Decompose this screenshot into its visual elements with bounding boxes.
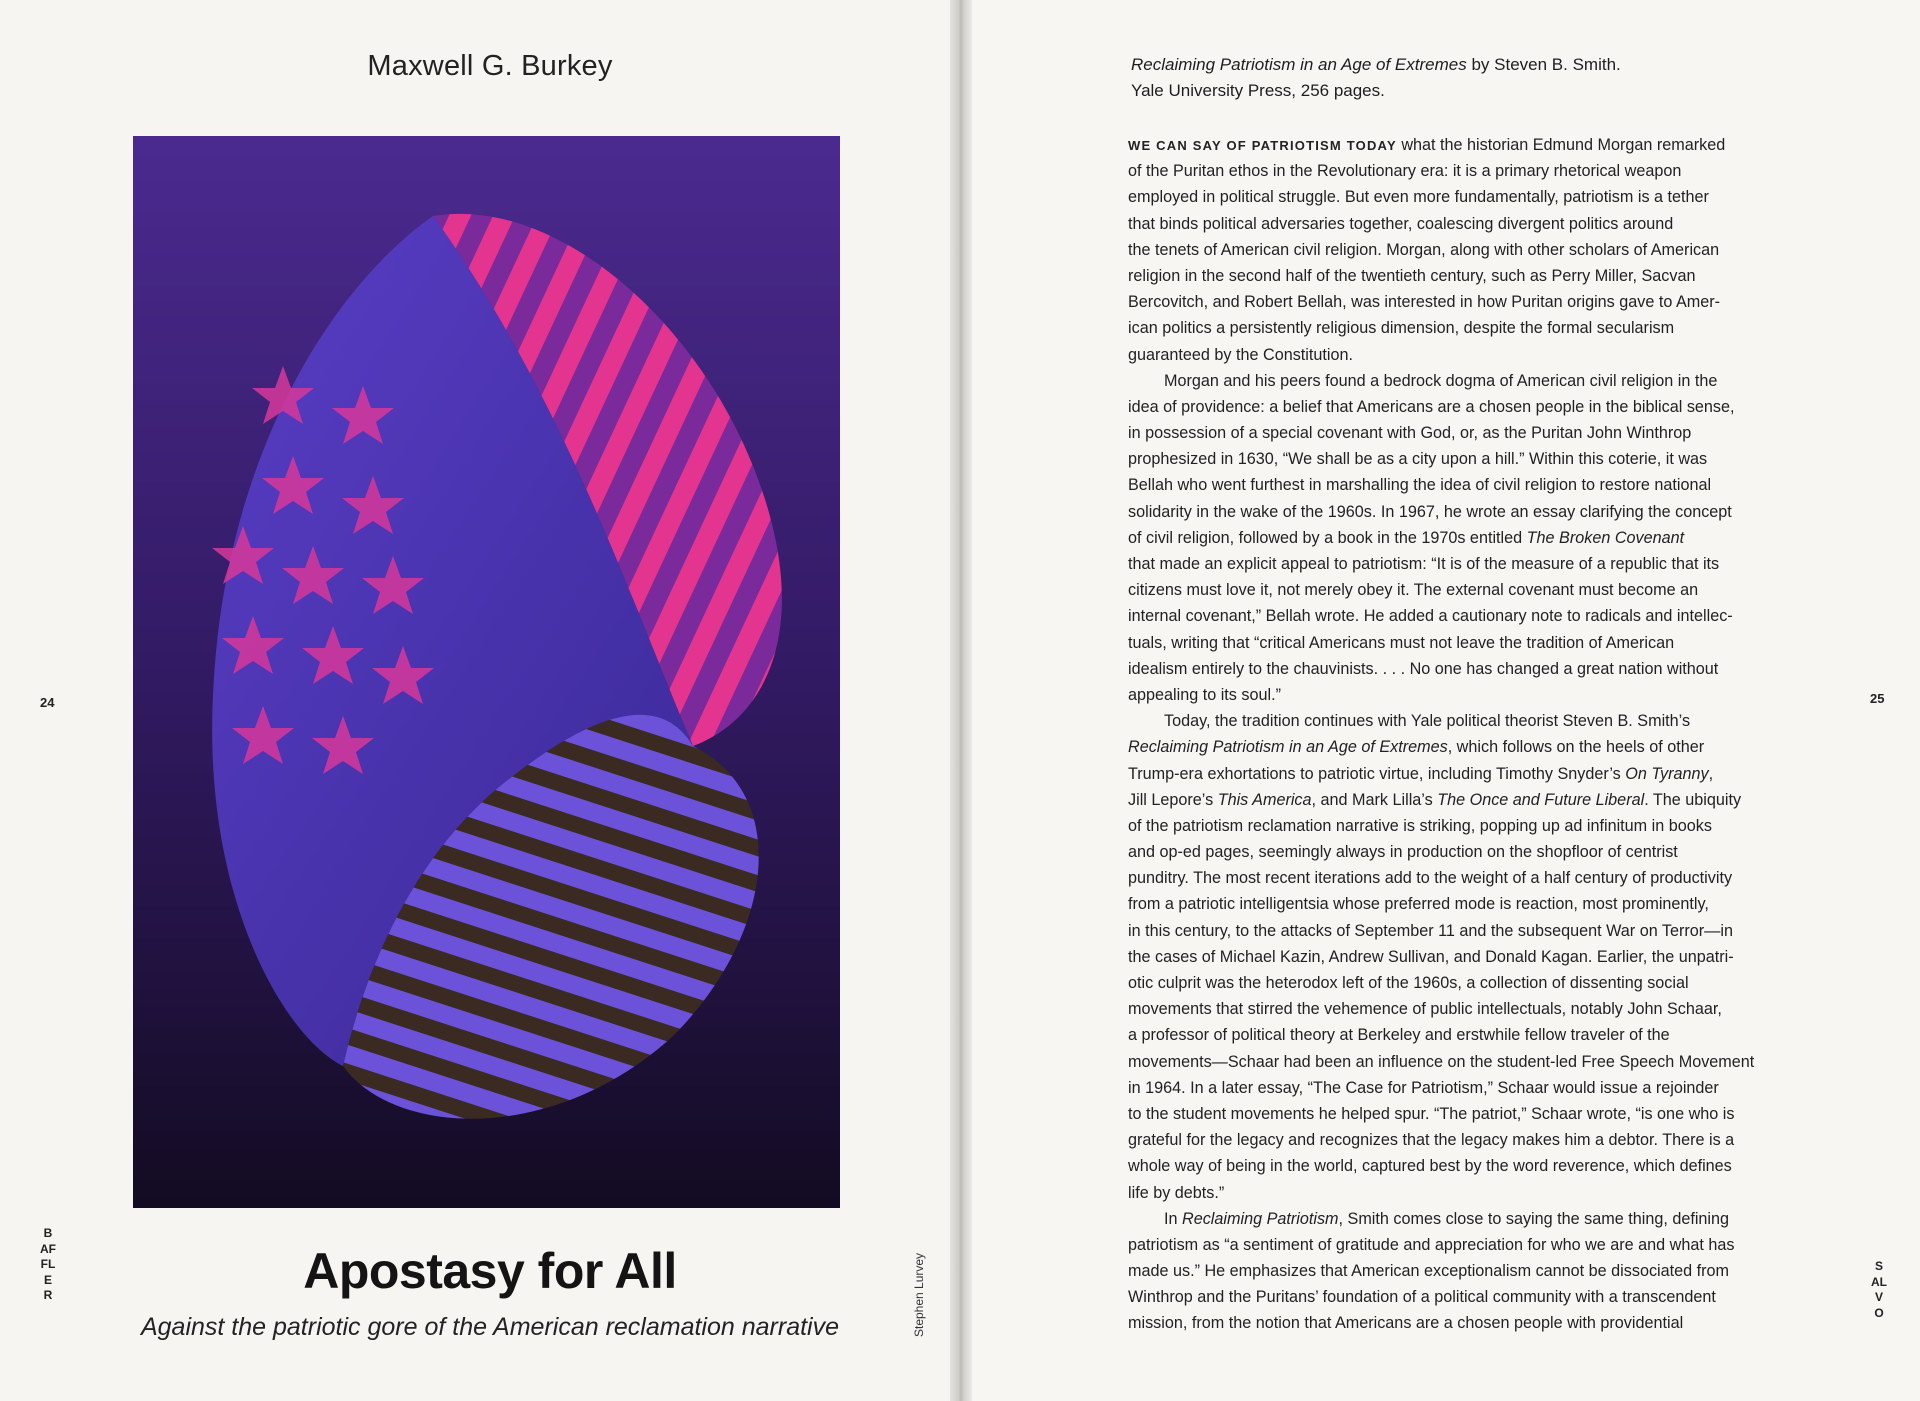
body-text-run: that made an explicit appeal to patriotism: “It is of the measure of a republic that its — [1128, 555, 1720, 573]
body-text-run: movements that stirred the vehemence of public intellectuals, notably John Schaar, — [1128, 1000, 1722, 1019]
body-text-run: mission, from the notion that Americans are a chosen people with providential — [1128, 1314, 1684, 1333]
page-number-left: 24 — [40, 695, 55, 710]
body-line — [1128, 551, 1796, 577]
body-line — [1128, 132, 1796, 158]
body-line — [1128, 996, 1796, 1022]
body-line — [1128, 342, 1796, 368]
body-line — [1128, 1101, 1796, 1127]
body-text-run: tuals, writing that “critical Americans must not leave the tradition of American — [1128, 633, 1675, 652]
body-line — [1128, 1206, 1796, 1232]
body-line — [1128, 211, 1796, 237]
body-line — [1128, 761, 1796, 787]
body-text-run: what the historian Edmund Morgan remarked — [1396, 136, 1726, 154]
american-flag-ribbon-illustration — [133, 136, 840, 1208]
book-publisher: Yale University Press, 256 pages. — [1131, 81, 1385, 100]
body-text-run: citizens must love it, not merely obey it. The external covenant must become an — [1128, 581, 1699, 600]
body-line — [1128, 865, 1796, 891]
body-text-run: Jill Lepore’s — [1128, 790, 1218, 809]
body-text-run: movements—Schaar had been an influence on the student-led Free Speech Movement — [1128, 1052, 1755, 1071]
body-text-run: , Smith comes close to saying the same thing, defining — [1338, 1209, 1730, 1228]
illustration-credit: Stephen Lurvey — [912, 1252, 926, 1337]
body-text-run: of the patriotism reclamation narrative is striking, popping up ad infinitum in books — [1128, 816, 1712, 835]
book-title: Reclaiming Patriotism in an Age of Extremes — [1131, 55, 1467, 74]
body-text-run: in 1964. In a later essay, “The Case for Patriotism,” Schaar would issue a rejoinder — [1128, 1078, 1719, 1097]
body-text-run: Reclaiming Patriotism — [1182, 1209, 1339, 1228]
body-text-run: religion in the second half of the twentieth century, such as Perry Miller, Sacvan — [1128, 266, 1696, 285]
body-line — [1128, 1180, 1796, 1206]
body-text-run: otic culprit was the heterodox left of the 1960s, a collection of dissenting social — [1128, 974, 1689, 992]
body-line — [1128, 682, 1796, 708]
body-line — [1128, 1258, 1796, 1284]
body-text-run: , and Mark Lilla’s — [1311, 790, 1438, 809]
body-text-run: Bercovitch, and Robert Bellah, was interested in how Puritan origins gave to Amer- — [1128, 293, 1721, 312]
body-text-run: idealism entirely to the chauvinists. . . . No one has changed a great nation without — [1128, 659, 1719, 678]
body-text-run: Trump-era exhortations to patriotic virtue, including Timothy Snyder’s — [1128, 764, 1626, 783]
body-line — [1128, 944, 1796, 970]
body-line — [1128, 237, 1796, 263]
body-line — [1128, 289, 1796, 315]
body-text-run: punditry. The most recent iterations add to the weight of a half century of productivity — [1128, 869, 1733, 888]
body-line — [1128, 1022, 1796, 1048]
body-text-run: of the Puritan ethos in the Revolutionary era: it is a primary rhetorical weapon — [1128, 162, 1682, 181]
body-text-run: of civil religion, followed by a book in the 1970s entitled — [1128, 528, 1527, 547]
body-line — [1128, 1153, 1796, 1179]
body-text-run: patriotism as “a sentiment of gratitude and appreciation for who we are and what has — [1128, 1235, 1735, 1254]
body-line — [1128, 446, 1796, 472]
body-text-run: On Tyranny — [1625, 764, 1709, 783]
body-text-run: internal covenant,” Bellah wrote. He added a cautionary note to radicals and intellec- — [1128, 607, 1733, 626]
body-line — [1128, 1232, 1796, 1258]
body-text-run: guaranteed by the Constitution. — [1128, 345, 1353, 364]
body-text-run: life by debts.” — [1128, 1183, 1225, 1202]
body-text-run: This America — [1217, 790, 1312, 809]
body-text-run: in this century, to the attacks of September 11 and the subsequent War on Terror—in — [1128, 921, 1733, 940]
body-line — [1128, 1075, 1796, 1101]
illustration-svg — [133, 136, 840, 1208]
body-text-run: made us.” He emphasizes that American exceptionalism cannot be dissociated from — [1128, 1262, 1730, 1281]
body-line — [1128, 472, 1796, 498]
body-text-run: the cases of Michael Kazin, Andrew Sullivan, and Donald Kagan. Earlier, the unpatri- — [1128, 947, 1734, 966]
body-text-run: whole way of being in the world, captured best by the word reverence, which defines — [1128, 1157, 1732, 1176]
body-text-run: from a patriotic intelligentsia whose preferred mode is reaction, most prominently, — [1128, 895, 1709, 914]
body-text-run: Winthrop and the Puritans’ foundation of a political community with a transcendent — [1128, 1288, 1716, 1307]
body-line — [1128, 1049, 1796, 1075]
body-line — [1128, 1284, 1796, 1310]
body-text-run: a professor of political theory at Berkeley and erstwhile fellow traveler of the — [1128, 1026, 1670, 1045]
body-line — [1128, 263, 1796, 289]
left-page — [0, 0, 958, 1401]
body-text-run: , which follows on the heels of other — [1447, 738, 1705, 757]
body-text-run: and op-ed pages, seemingly always in production on the shopfloor of centrist — [1128, 843, 1678, 862]
body-line — [1128, 891, 1796, 917]
body-line — [1128, 630, 1796, 656]
body-text-run: in possession of a special covenant with God, or, as the Puritan John Winthrop — [1128, 424, 1692, 443]
body-text-run: Bellah who went furthest in marshalling the idea of civil religion to restore national — [1128, 476, 1712, 495]
article-dek: Against the patriotic gore of the American reclamation narrative — [140, 1313, 840, 1341]
body-text-run: grateful for the legacy and recognizes that the legacy makes him a debtor. There is a — [1128, 1131, 1735, 1150]
body-text-run: WE CAN SAY OF PATRIOTISM TODAY — [1128, 138, 1397, 153]
body-text-run: prophesized in 1630, “We shall be as a city upon a hill.” Within this coterie, it was — [1128, 450, 1708, 469]
body-text-run: Today, the tradition continues with Yale political theorist Steven B. Smith’s — [1164, 712, 1691, 731]
article-headline: Apostasy for All — [303, 1243, 677, 1299]
body-line — [1128, 1127, 1796, 1153]
body-line — [1128, 368, 1796, 394]
body-line — [1128, 787, 1796, 813]
running-head-baffler: BAFFLER — [40, 1226, 56, 1302]
running-head-salvo: SALVO — [1871, 1259, 1887, 1320]
article-body — [1128, 132, 1796, 1337]
body-text-run: Morgan and his peers found a bedrock dogma of American civil religion in the — [1164, 371, 1718, 390]
body-line — [1128, 420, 1796, 446]
body-text-run: . The ubiquity — [1644, 790, 1742, 809]
book-info — [1131, 52, 1791, 104]
body-text-run: to the student movements he helped spur. “The patriot,” Schaar wrote, “is one who is — [1128, 1104, 1735, 1123]
body-line — [1128, 970, 1796, 996]
body-text-run: appealing to its soul.” — [1128, 685, 1281, 704]
body-line — [1128, 656, 1796, 682]
book-citation-line — [1131, 52, 1791, 78]
body-text-run: that binds political adversaries together, coalescing divergent politics around — [1128, 214, 1674, 233]
body-line — [1128, 839, 1796, 865]
body-line — [1128, 499, 1796, 525]
body-text-run: In — [1164, 1209, 1182, 1228]
body-text-run: Reclaiming Patriotism in an Age of Extremes — [1128, 738, 1448, 757]
page-gutter — [950, 0, 972, 1401]
body-line — [1128, 184, 1796, 210]
body-line — [1128, 708, 1796, 734]
body-line — [1128, 394, 1796, 420]
body-text-run: , — [1708, 764, 1714, 783]
body-line — [1128, 918, 1796, 944]
body-line — [1128, 315, 1796, 341]
body-line — [1128, 525, 1796, 551]
body-text-run: employed in political struggle. But even more fundamentally, patriotism is a tether — [1128, 188, 1709, 207]
body-line — [1128, 813, 1796, 839]
body-line — [1128, 158, 1796, 184]
body-text-run: idea of providence: a belief that Americans are a chosen people in the biblical sense, — [1128, 397, 1735, 416]
page-number-right: 25 — [1870, 691, 1885, 706]
body-text-run: solidarity in the wake of the 1960s. In 1967, he wrote an essay clarifying the concept — [1128, 502, 1732, 521]
body-line — [1128, 1310, 1796, 1336]
body-line — [1128, 577, 1796, 603]
book-author: by Steven B. Smith. — [1466, 55, 1621, 74]
body-text-run: The Once and Future Liberal — [1437, 790, 1645, 809]
body-line — [1128, 734, 1796, 760]
body-text-run: ican politics a persistently religious dimension, despite the formal secularism — [1128, 319, 1675, 338]
body-text-run: the tenets of American civil religion. Morgan, along with other scholars of American — [1128, 240, 1720, 259]
body-text-run: The Broken Covenant — [1526, 528, 1685, 547]
article-author: Maxwell G. Burkey — [367, 50, 613, 82]
body-line — [1128, 603, 1796, 629]
